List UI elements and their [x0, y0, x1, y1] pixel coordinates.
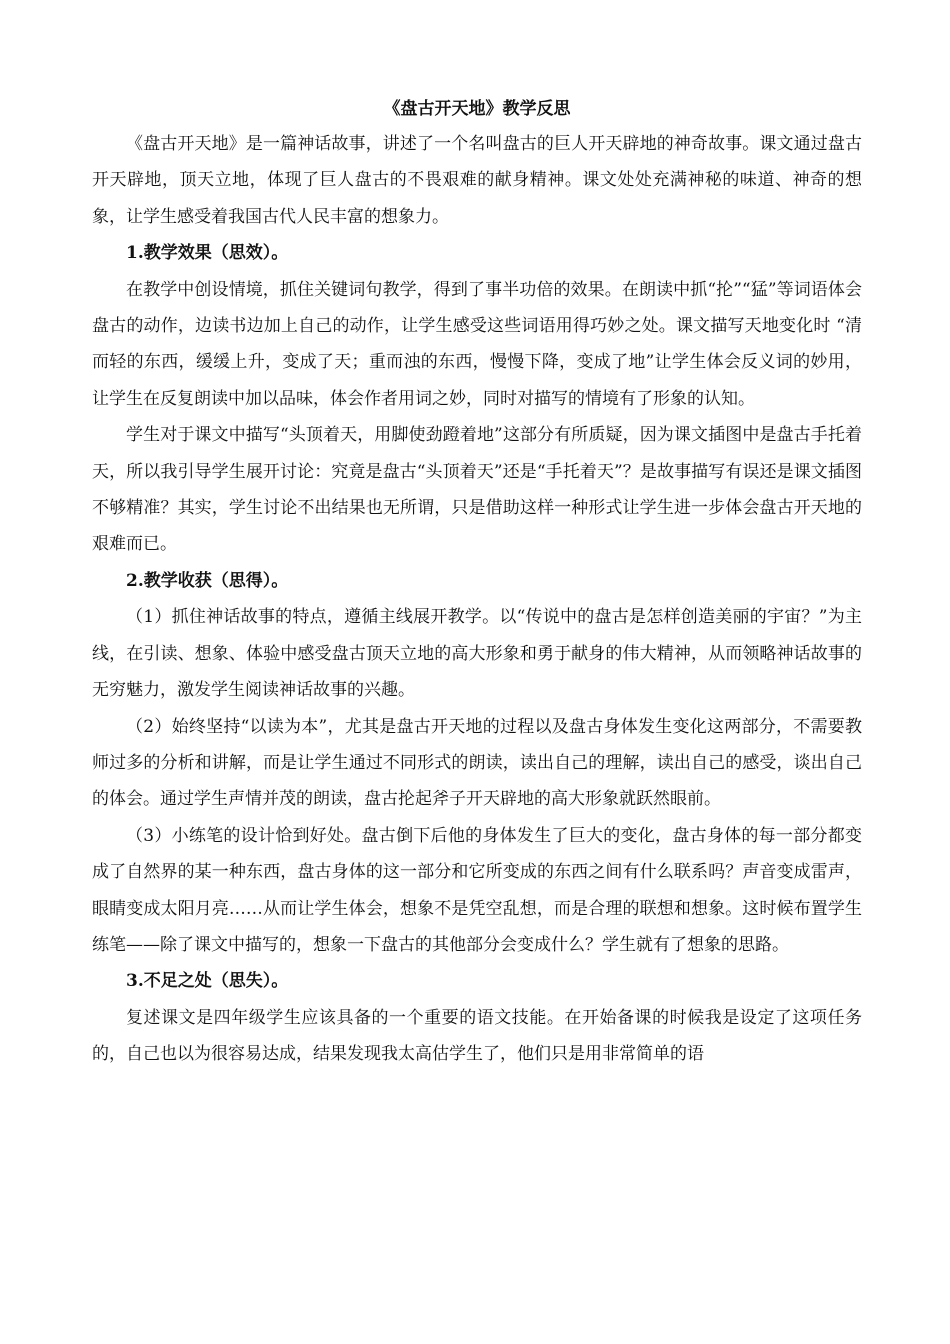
paragraph: （2）始终坚持“以读为本”，尤其是盘古开天地的过程以及盘古身体发生变化这两部分，不需要教师过多的分析和讲解，而是让学生通过不同形式的朗读，读出自己的理解，读出自己的感受，谈出自己的体会。通过学生声情并茂的朗读，盘古抡起斧子开天辟地的高大形象就跃然眼前。: [92, 716, 862, 810]
paragraph: 复述课文是四年级学生应该具备的一个重要的语文技能。在开始备课的时候我是设定了这项任务的，自己也以为很容易达成，结果发现我太高估学生了，他们只是用非常简单的语: [92, 1007, 862, 1065]
document-title: 《盘古开天地》教学反思: [383, 99, 571, 119]
paragraph: （3）小练笔的设计恰到好处。盘古倒下后他的身体发生了巨大的变化，盘古身体的每一部分都变成了自然界的某一种东西，盘古身体的这一部分和它所变成的东西之间有什么联系吗？声音变成雷声，眼睛变成太阳月亮……从而让学生体会，想象不是凭空乱想，而是合理的联想和想象。这时候布置学生练笔——除了课文中描写的，想象一下盘古的其他部分会变成什么？学生就有了想象的思路。: [92, 825, 862, 955]
paragraph: 在教学中创设情境，抓住关键词句教学，得到了事半功倍的效果。在朗读中抓“抡”“猛”等词语体会盘古的动作，边读书边加上自己的动作，让学生感受这些词语用得巧妙之处。课文描写天地变化时 “清而轻的东西，缓缓上升，变成了天；重而浊的东西，慢慢下降，变成了地”让学生体会反义词的妙用，让学生在反复朗读中加以品味，体会作者用词之妙，同时对描写的情境有了形象的认知。: [92, 279, 862, 409]
section-heading-gains: 2.教学收获（思得）。: [126, 570, 289, 591]
paragraph: 学生对于课文中描写“头顶着天，用脚使劲蹬着地”这部分有所质疑，因为课文插图中是盘古手托着天，所以我引导学生展开讨论：究竟是盘古“头顶着天”还是“手托着天”？是故事描写有误还是课文插图不够精准？其实，学生讨论不出结果也无所谓，只是借助这样一种形式让学生进一步体会盘古开天地的艰难而已。: [92, 425, 862, 555]
section-heading-effect: 1.教学效果（思效）。: [126, 243, 289, 264]
document-body: [92, 96, 862, 1073]
intro-paragraph: 《盘古开天地》是一篇神话故事，讲述了一个名叫盘古的巨人开天辟地的神奇故事。课文通过盘古开天辟地，顶天立地，体现了巨人盘古的不畏艰难的献身精神。课文处处充满神秘的味道、神奇的想象，让学生感受着我国古代人民丰富的想象力。: [92, 134, 862, 227]
section-heading-shortcomings: 3.不足之处（思失）。: [126, 971, 289, 992]
paragraph: （1）抓住神话故事的特点，遵循主线展开教学。以“传说中的盘古是怎样创造美丽的宇宙？”为主线，在引读、想象、体验中感受盘古顶天立地的高大形象和勇于献身的伟大精神，从而领略神话故事的无穷魅力，激发学生阅读神话故事的兴趣。: [92, 607, 862, 701]
